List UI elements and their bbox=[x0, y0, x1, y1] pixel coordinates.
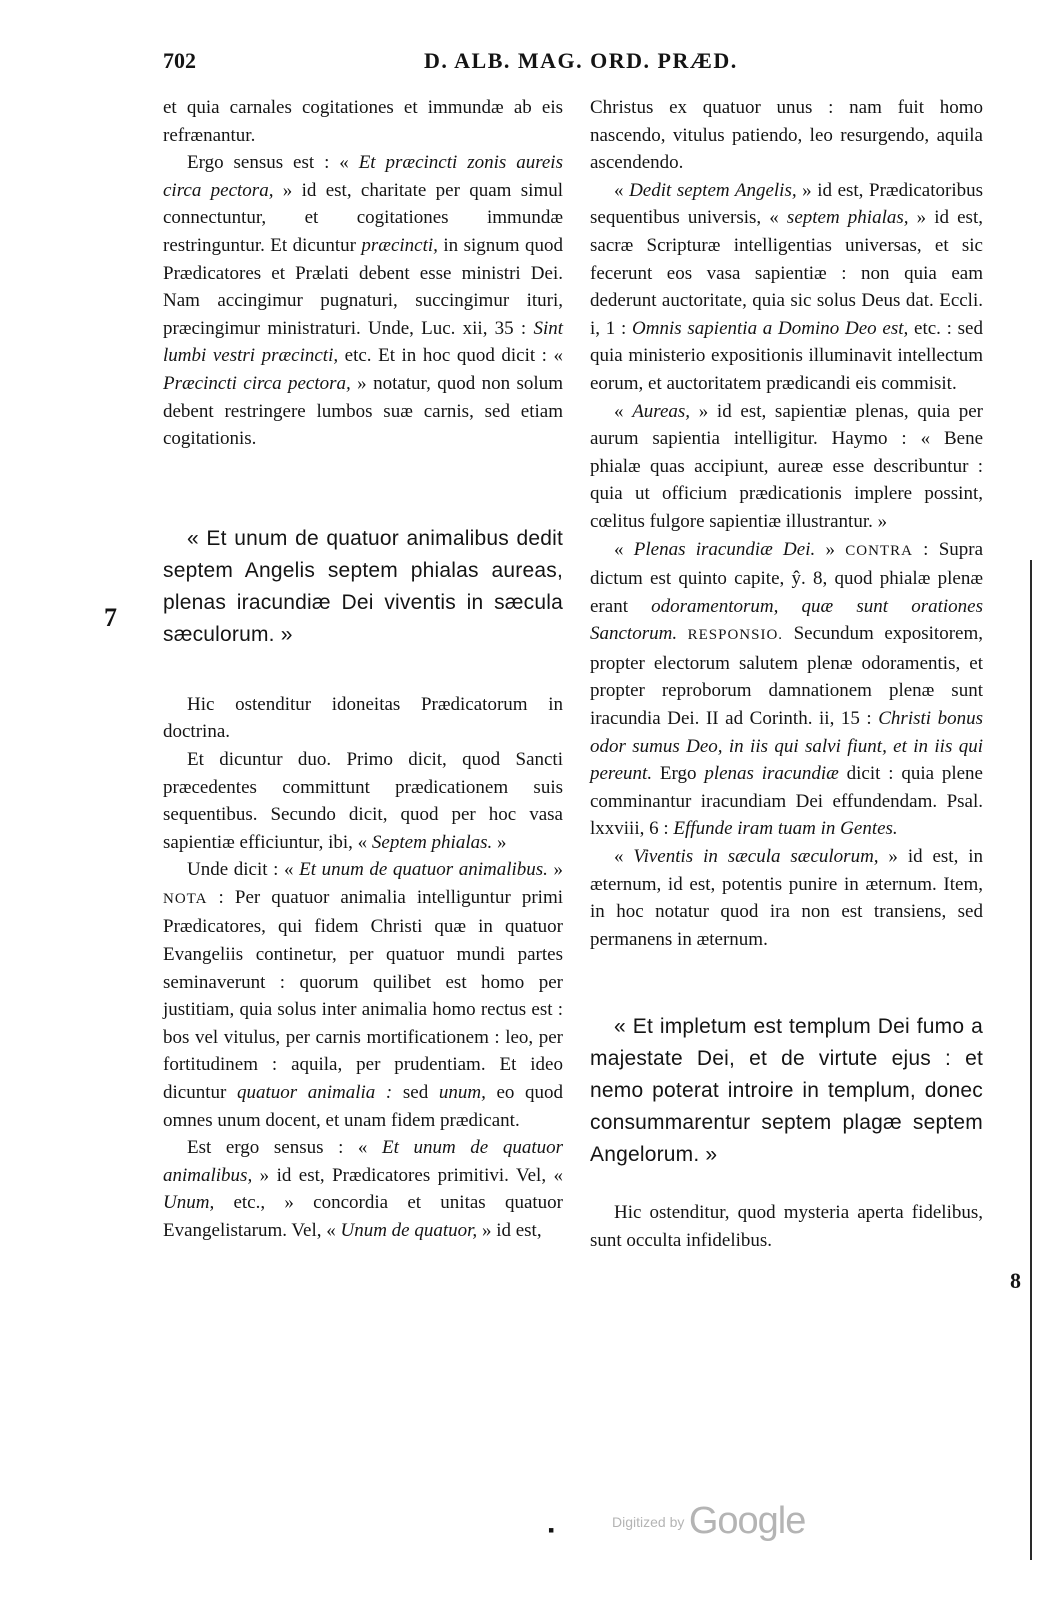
italic-run: Sint lumbi vestri præcincti, bbox=[163, 317, 563, 367]
italic-run: Præcincti circa pectora, bbox=[163, 372, 351, 394]
paragraph bbox=[590, 177, 983, 398]
text-run: » id est, in æternum, id est, potentis punire in æternum. Item, in hoc notatur quod ira non est transiens, sed permanens in æternum. bbox=[590, 846, 983, 950]
italic-run: odoramentorum, quæ sunt orationes Sanctorum. bbox=[590, 595, 983, 645]
text-run: sed bbox=[392, 1082, 439, 1104]
text-run: : Per quatuor animalia intelliguntur primi Prædicatores, qui fidem Christi quæ in quatuor Evangeliis continetur, per quatuor mundi partes seminaverunt : quorum quilibet est homo per justitiam, quia solus inter animalia homo rectus est : bos vel vitulus, per carnis mortificationem : leo, per fortitudinem : aquila, per prudentiam. Et ideo dicuntur bbox=[163, 886, 563, 1104]
italic-run: Et unum de quatuor animalibus. bbox=[299, 859, 548, 881]
small-caps-run: NOTA bbox=[163, 890, 208, 907]
italic-run: Effunde iram tuam in Gentes. bbox=[673, 818, 898, 840]
italic-run: Et unum de quatuor animalibus, bbox=[163, 1137, 564, 1186]
right-column bbox=[590, 94, 983, 1255]
watermark-small: Digitized by bbox=[612, 1514, 685, 1530]
paragraph bbox=[590, 536, 983, 844]
italic-run: quatuor animalia : bbox=[236, 1082, 393, 1104]
paragraph: Hic ostenditur, quod mysteria aperta fidelibus, sunt occulta infidelibus. bbox=[590, 1202, 983, 1251]
text-run: » id est, bbox=[477, 1220, 542, 1241]
paragraph: Christus ex quatuor unus : nam fuit homo nascendo, vitulus patiendo, leo resurgendo, aquila ascendendo. bbox=[590, 97, 983, 174]
italic-run: unum, bbox=[438, 1082, 486, 1104]
text-run: » bbox=[492, 831, 507, 853]
italic-run: Unum de quatuor, bbox=[340, 1220, 478, 1241]
running-head: D. ALB. MAG. ORD. PRÆD. bbox=[424, 48, 738, 73]
text-run: Secundum expositorem, propter electorum salutem plenæ odoramentis, et propter reproborum damnationem plenæ sunt iracundia Dei. II ad Corinth. ii, 15 : bbox=[590, 623, 983, 730]
page-number: 702 bbox=[163, 48, 196, 73]
text-run: « bbox=[614, 538, 634, 560]
italic-run: Dedit septem Angelis, bbox=[629, 179, 797, 201]
italic-run: Et præcincti zonis aureis circa pectora, bbox=[163, 152, 563, 201]
text-run: etc., » concordia et unitas quatuor Evangelistarum. Vel, « bbox=[163, 1192, 563, 1241]
text-run: eo quod omnes unum docent, et unam fidem prædicant. bbox=[163, 1082, 564, 1131]
text-run: « bbox=[614, 400, 633, 422]
verse-number-8: 8 bbox=[1010, 1268, 1021, 1293]
text-run: » id est, sapientiæ plenas, quia per aurum sapientia intelligitur. Haymo : « Bene phialæ quas accipiunt, aureæ esse describuntur : quia ut officium prædicationis implere possint, cœlitus fulgore sapientiæ illustrantur. » bbox=[590, 400, 983, 532]
italic-run: Unum, bbox=[163, 1192, 215, 1214]
text-run: » bbox=[547, 859, 564, 881]
text-run: » id est, Prædicatoribus sequentibus universis, « bbox=[590, 179, 983, 229]
text-run: Ergo bbox=[652, 763, 705, 785]
paragraph: Hic ostenditur idoneitas Prædicatorum in doctrina. bbox=[163, 693, 563, 743]
digitized-by-google-watermark bbox=[612, 1500, 805, 1543]
small-caps-run: CONTRA bbox=[845, 542, 913, 559]
text-run: : Supra dictum est quinto capite, ŷ. 8, quod phialæ plenæ erant bbox=[590, 538, 984, 617]
text-run: » notatur, quod non solum debent restringere lumbos suæ carnis, sed etiam cogitationis. bbox=[163, 372, 563, 450]
text-run: » bbox=[815, 538, 846, 560]
verse-number-7: 7 bbox=[104, 603, 117, 632]
left-column bbox=[163, 94, 563, 1245]
italic-run: Christi bonus odor sumus Deo, in iis qui salvi fiunt, et in iis qui pereunt. bbox=[590, 708, 983, 785]
paragraph: et quia carnales cogitationes et immundæ ab eis refrænantur. bbox=[163, 97, 563, 146]
text-run: Ergo sensus est : « bbox=[187, 152, 359, 174]
text-run: Unde dicit : « bbox=[187, 859, 300, 881]
italic-run: septem phialas, bbox=[786, 207, 909, 229]
italic-run: præcincti, bbox=[361, 234, 438, 256]
text-run: « bbox=[614, 179, 630, 201]
verse-heading: « Et unum de quatuor animalibus dedit septem Angelis septem phialas aureas, plenas iracundiæ Dei viventis in sæcula sæculorum. » bbox=[163, 526, 563, 646]
text-run: Et dicuntur duo. Primo dicit, quod Sancti præcedentes committunt prædicationem suis sequentibus. Secundo dicit, quod per hoc vasa sapientiæ efficiuntur, ibi, « bbox=[163, 748, 563, 853]
text-run: » id est, Prædicatores primitivi. Vel, « bbox=[252, 1164, 563, 1186]
italic-run: Plenas iracundiæ Dei. bbox=[633, 538, 816, 560]
text-run: etc. : sed quia ministerio expositionis illuminavit intellectum eorum, et auctoritatem prædicandi eis commisit. bbox=[590, 317, 983, 394]
stray-mark: ▪ bbox=[548, 1520, 555, 1540]
italic-run: plenas iracundiæ bbox=[704, 763, 839, 785]
italic-run: Aureas, bbox=[632, 400, 691, 422]
italic-run: Septem phialas. bbox=[371, 831, 493, 853]
text-run bbox=[677, 623, 688, 644]
paragraph bbox=[590, 398, 983, 536]
paragraph bbox=[163, 1134, 563, 1244]
paragraph bbox=[163, 149, 563, 453]
text-run: » id est, charitate per quam simul connectuntur, et cogitationes immundæ restringuntur. Et dicuntur bbox=[163, 179, 563, 256]
paragraph bbox=[590, 843, 983, 953]
italic-run: Omnis sapientia a Domino Deo est, bbox=[632, 317, 909, 339]
verse-heading: « Et impletum est templum Dei fumo a majestate Dei, et de virtute ejus : et nemo poterat introire in templum, donec consummarentur septem plagæ septem Angelorum. » bbox=[590, 1015, 983, 1167]
text-run: « bbox=[614, 846, 634, 868]
watermark-logo: Google bbox=[688, 1500, 806, 1542]
text-run: in signum quod Prædicatores et Prælati debent esse ministri Dei. Nam accingimur pugnaturi, succingimur ituri, præcingimur ministraturi. Unde, Luc. xii, 35 : bbox=[163, 234, 563, 339]
italic-run: Viventis in sæcula sæculorum, bbox=[633, 846, 879, 868]
text-run: dicit : quia plene comminantur iracundiam Dei effundendam. Psal. lxxviii, 6 : bbox=[590, 763, 983, 840]
page-edge-rule bbox=[1030, 560, 1032, 1560]
paragraph bbox=[163, 746, 563, 856]
text-run: » id est, sacræ Scripturæ intelligentias universas, et sic fecerunt eos vasa sapientiæ : non quia eam dederunt auctoritate, quia sic solus Deus dat. Eccli. i, 1 : bbox=[590, 207, 983, 339]
small-caps-run: RESPONSIO. bbox=[687, 627, 784, 644]
text-run: etc. Et in hoc quod dicit : « bbox=[338, 345, 563, 367]
text-run: Est ergo sensus : « bbox=[187, 1137, 383, 1159]
paragraph bbox=[163, 856, 563, 1134]
